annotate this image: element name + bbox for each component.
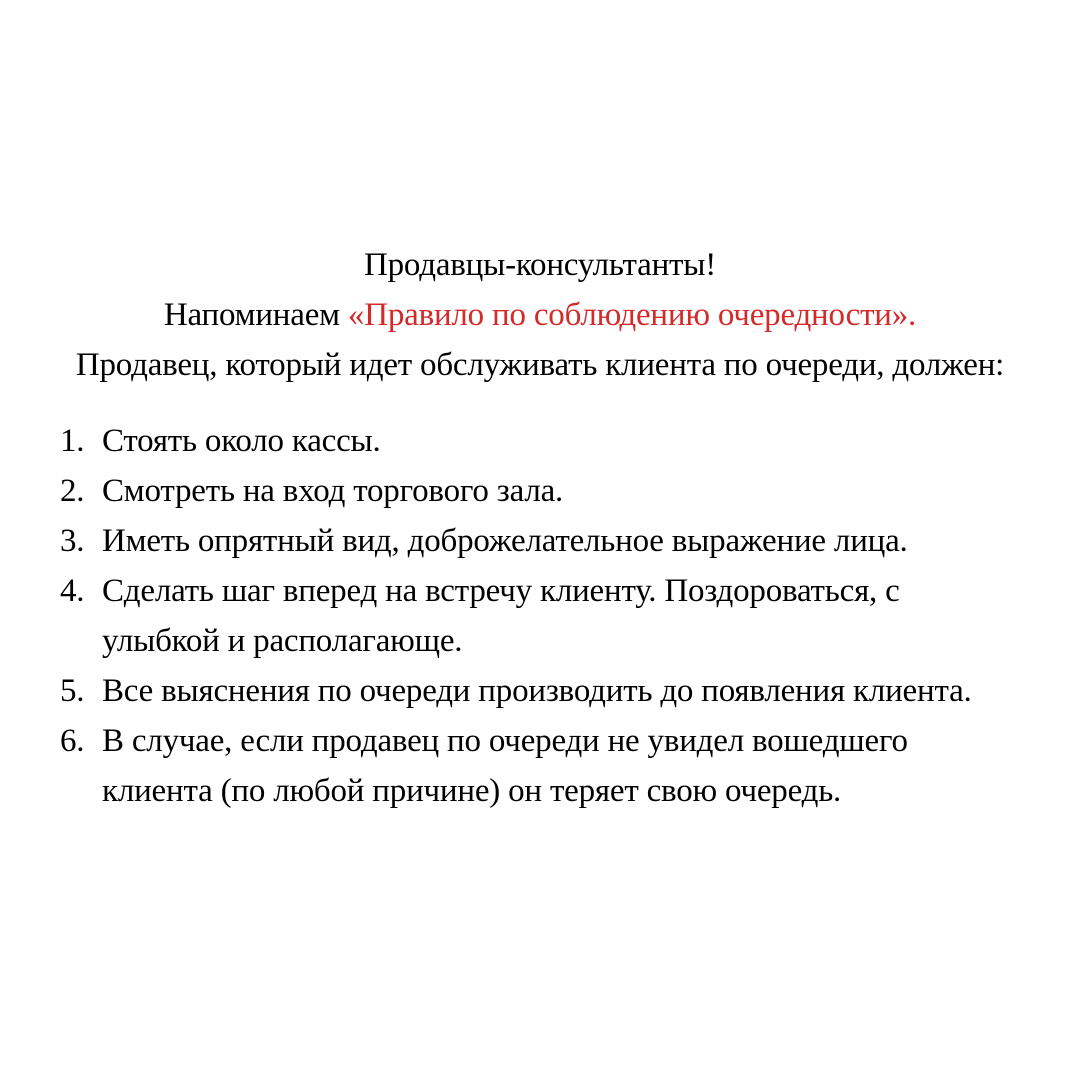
notice-header xyxy=(0,240,1080,390)
list-item-text xyxy=(102,516,1070,566)
list-item-line: Иметь опрятный вид, доброжелательное выражение лица. xyxy=(102,523,908,559)
list-item-number: 5. xyxy=(60,673,85,709)
list-item-text xyxy=(102,466,1070,516)
greeting-heading xyxy=(0,240,1080,290)
list-item-number: 4. xyxy=(60,573,85,609)
list-item xyxy=(60,466,1070,516)
rule-title-highlight: «Правило по соблюдению очередности». xyxy=(347,297,917,333)
list-item xyxy=(60,416,1070,466)
list-item-number: 1. xyxy=(60,423,85,459)
intro-line xyxy=(0,340,1080,390)
list-item-line: клиента (по любой причине) он теряет свою очередь. xyxy=(102,773,842,809)
list-item-line: В случае, если продавец по очереди не увидел вошедшего xyxy=(102,723,908,759)
reminder-line xyxy=(0,290,1080,340)
list-item-line: Смотреть на вход торгового зала. xyxy=(102,473,564,509)
intro-text: Продавец, который идет обслуживать клиента по очереди, должен: xyxy=(75,347,1005,383)
list-item-line: Все выяснения по очереди производить до появления клиента. xyxy=(102,673,972,709)
list-item-line: Сделать шаг вперед на встречу клиенту. Поздороваться, с xyxy=(102,573,900,609)
list-item-number: 3. xyxy=(60,523,85,559)
list-item-text xyxy=(102,566,1070,666)
list-item xyxy=(60,566,1070,666)
list-item-number: 2. xyxy=(60,473,85,509)
rules-list xyxy=(60,416,1070,816)
greeting-text: Продавцы-консультанты! xyxy=(363,247,717,283)
reminder-prefix: Напоминаем xyxy=(163,297,348,333)
list-item-text xyxy=(102,416,1070,466)
list-item xyxy=(60,516,1070,566)
list-item-line: Стоять около кассы. xyxy=(102,423,381,459)
list-item-text xyxy=(102,716,1070,816)
list-item xyxy=(60,666,1070,716)
list-item-line: улыбкой и располагающе. xyxy=(102,623,463,659)
list-item xyxy=(60,716,1070,816)
list-item-number: 6. xyxy=(60,723,85,759)
list-item-text xyxy=(102,666,1070,716)
